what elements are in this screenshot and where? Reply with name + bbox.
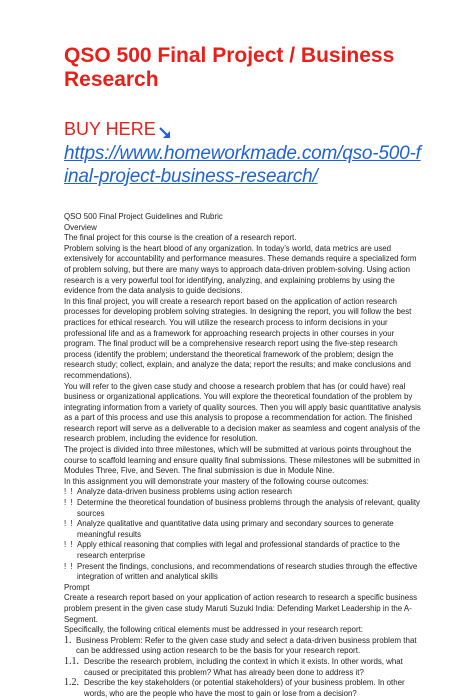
outcome-text: Determine the theoretical foundation of business problems through the analysis of relevant, quality sources [77, 498, 421, 518]
page-title: QSO 500 Final Project / Business Research [64, 44, 395, 91]
sub-requirement-number: 1.2. [64, 677, 79, 689]
list-item [64, 562, 424, 583]
outcome-text: Analyze qualitative and quantitative data using primary and secondary sources to generate meaningful results [77, 519, 394, 539]
list-item [64, 498, 424, 519]
document-heading: QSO 500 Final Project Guidelines and Rubric [64, 212, 223, 221]
bullet-mark: ! ! [64, 519, 74, 529]
outcome-text: Apply ethical reasoning that complies with legal and professional standards of practice to the research enterprise [77, 540, 400, 560]
prompt-text: Create a research report based on your application of action research to research a specific business problem present in the given case study Maruti Suzuki India: Defending Market Leadership in the A-Segment. [64, 593, 418, 624]
overview-label: Overview [64, 222, 97, 232]
paragraph: You will refer to the given case study and choose a research problem that has (or could have) real business or organizational applications. You will explore the theoretical foundation of the problem by integrating information from a variety of quality sources. Then you will apply basic quantitative analysis as a part of this process and use this analysis to propose a recommendation for action. The finished research report will serve as a deliverable to a decision maker as seamless and cogent analysis of the research problem, including the evidence for resolution. [64, 381, 421, 444]
sub-requirement-item [64, 657, 424, 678]
outcome-text: Present the findings, conclusions, and recommendations of research studies through the effective integration of written and analytical skills [77, 561, 418, 582]
paragraph: In this assignment you will demonstrate your mastery of the following course outcomes: [64, 476, 369, 486]
list-item [64, 540, 424, 561]
document-body [64, 212, 424, 699]
requirement-text: Business Problem: Refer to the given case study and select a data-driven business problem that can be addressed using action research to be the basis for your research report. [76, 635, 417, 656]
bullet-mark: ! ! [64, 498, 74, 508]
sub-requirement-item [64, 678, 424, 699]
critical-elements-intro: Specifically, the following critical elements must be addressed in your research report: [64, 625, 363, 635]
paragraph: The project is divided into three milestones, which will be submitted at various points throughout the course to scaffold learning and ensure quality final submissions. These milestones will be submitted in Modules Three, Five, and Seven. The final submission is due in Module Nine. [64, 445, 420, 476]
buy-here-label: BUY HERE [64, 119, 156, 139]
buy-link[interactable]: https://www.homeworkmade.com/qso-500-final-project-business-research/ [64, 143, 421, 187]
outcomes-list [64, 487, 424, 582]
bullet-mark: ! ! [64, 487, 74, 497]
bullet-mark: ! ! [64, 540, 74, 550]
sub-requirement-text: Describe the key stakeholders (or potential stakeholders) of your business problem. In other words, who are the people who have the most to gain or lose from a decision? [84, 678, 405, 698]
paragraph: Problem solving is the heart blood of any organization. In today’s world, data metrics are used extensively for accountability and performance measures. These demands require a specialized form of problem solving, but there are many ways to approach data-driven problem-solving. Using action research is a very powerful tool for identifying, analyzing, and explaining problems by using the evidence from the data analysis to guide decisions. [64, 243, 417, 296]
prompt-label: Prompt [64, 582, 90, 592]
requirement-number: 1. [64, 634, 72, 646]
sub-requirement-number: 1.1. [64, 655, 79, 667]
list-item [64, 487, 424, 498]
bullet-mark: ! ! [64, 561, 74, 571]
paragraph: The final project for this course is the creation of a research report. [64, 233, 297, 243]
paragraph: In this final project, you will create a research report based on the application of action research processes for developing problem solving strategies. In designing the report, you will follow the best practices for ethical research. You will utilize the research process to inform decisions in your professional life and as a framework for approaching research projects in other courses in your program. The final product will be a comprehensive research report using the five-step research process (identify the problem; understand the theoretical framework of the problem; design the research study; collect, explain, and analyze the data; report the results; and make conclusions and recommendations). [64, 296, 412, 380]
requirement-item [64, 636, 424, 657]
list-item [64, 519, 424, 540]
sub-requirement-text: Describe the research problem, including the context in which it exists. In other words, what caused or precipitated this problem? What has already been done to address it? [84, 656, 403, 677]
arrow-down-right-icon [159, 123, 171, 135]
outcome-text: Analyze data-driven business problems using action research [77, 487, 292, 497]
buy-here-row [64, 119, 424, 139]
